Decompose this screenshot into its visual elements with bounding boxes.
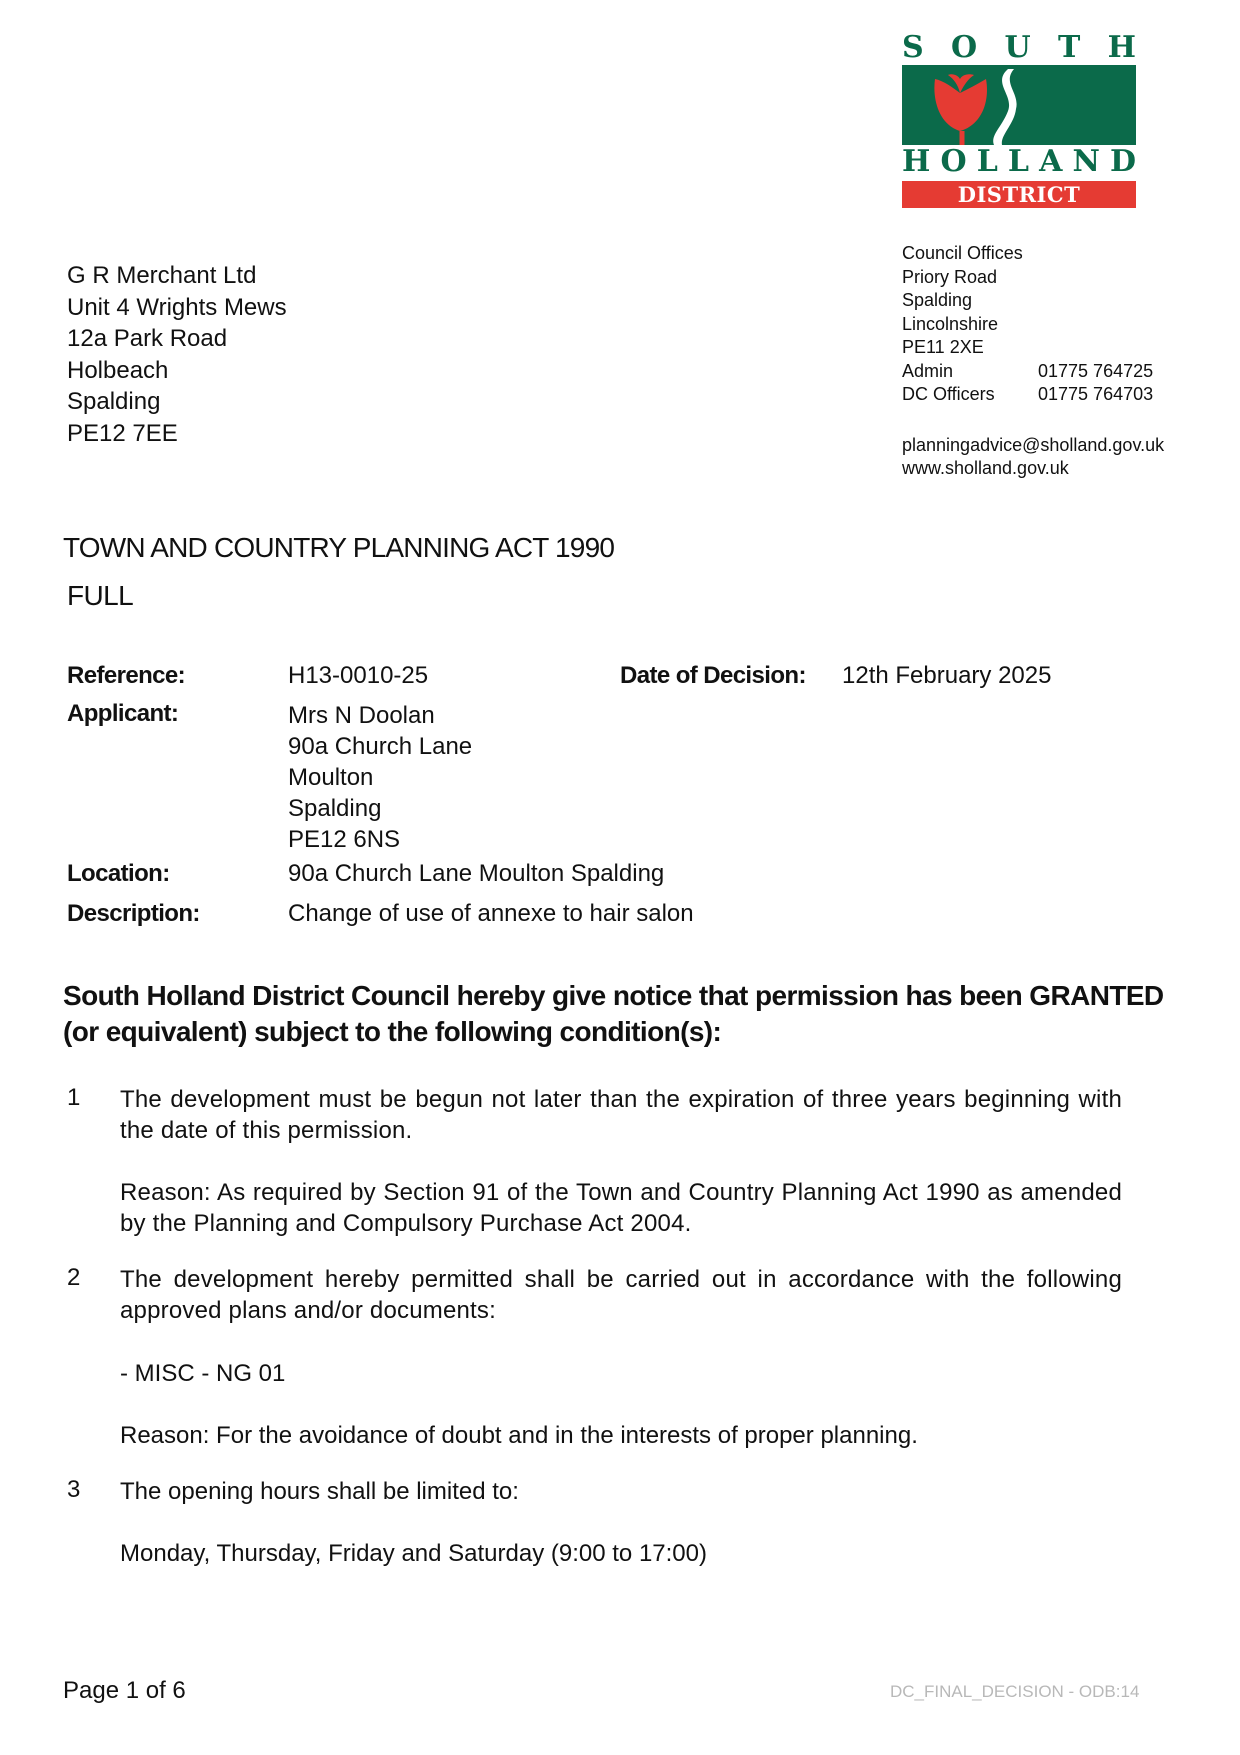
phone-label: DC Officers [902, 384, 995, 404]
application-type: FULL [67, 580, 134, 611]
council-address-line: Priory Road [902, 266, 998, 287]
spacer [902, 407, 1164, 434]
council-address-line: Spalding [902, 290, 973, 310]
logo-word-holland: H O L L A N D [902, 144, 1136, 179]
condition-text: The opening hours shall be limited to: [120, 1478, 519, 1505]
page-number: Page 1 of 6 [63, 1677, 186, 1704]
applicant-line: PE12 6NS [288, 826, 401, 853]
location-value: 90a Church Lane Moulton Spalding [288, 860, 665, 887]
date-label: Date of Decision: [620, 662, 806, 689]
condition-text: The development hereby permitted shall be carried out in accordance with the following approved plans and/or documents: [120, 1266, 1122, 1324]
logo-word-south: S O U T H [902, 30, 1136, 65]
phone-admin [902, 360, 1164, 384]
recipient-line: G R Merchant Ltd [67, 262, 257, 289]
applicant-line: Moulton [288, 764, 374, 791]
logo-district-council: DISTRICT COUNCIL [902, 181, 1136, 208]
description-label: Description: [67, 900, 200, 927]
date-value: 12th February 2025 [842, 662, 1052, 689]
recipient-line: PE12 7EE [67, 419, 178, 447]
condition-reason: Reason: For the avoidance of doubt and in the interests of proper planning. [120, 1422, 918, 1449]
location-label: Location: [67, 860, 170, 887]
council-website[interactable]: www.sholland.gov.uk [902, 458, 1069, 478]
phone-label: Admin [902, 360, 954, 381]
applicant-line: 90a Church Lane [288, 733, 473, 760]
recipient-line: Spalding [67, 388, 161, 415]
council-address-line: PE11 2XE [902, 337, 984, 357]
phone-number: 01775 764703 [1038, 384, 1154, 404]
reference-value: H13-0010-25 [288, 662, 429, 689]
condition-item: - MISC - NG 01 [120, 1360, 286, 1387]
condition-detail: Monday, Thursday, Friday and Saturday (9:00 to 17:00) [120, 1540, 707, 1567]
recipient-line: Holbeach [67, 356, 169, 384]
council-address-line: Council Offices [902, 243, 1023, 263]
condition-reason: Reason: As required by Section 91 of the Town and Country Planning Act 1990 as amended by the Planning and Compulsory Purchase Act 2004. [120, 1179, 1122, 1237]
council-logo [902, 30, 1138, 234]
applicant-address [288, 700, 472, 855]
condition-text: The development must be begun not later than the expiration of three years beginning with the date of this permission. [120, 1086, 1122, 1144]
condition-number: 1 [67, 1084, 81, 1111]
act-title: TOWN AND COUNTRY PLANNING ACT 1990 [63, 532, 615, 563]
recipient-line: Unit 4 Wrights Mews [67, 293, 287, 321]
tulip-emblem [902, 65, 1136, 145]
condition-number: 3 [67, 1476, 81, 1503]
condition-number: 2 [67, 1264, 81, 1291]
council-email[interactable]: planningadvice@sholland.gov.uk [902, 434, 1165, 455]
phone-dc-officers [902, 383, 1164, 407]
decision-notice: South Holland District Council hereby give notice that permission has been GRANTED (or equivalent) subject to the following condition(s): [63, 980, 1164, 1047]
applicant-line: Spalding [288, 795, 382, 822]
recipient-address [67, 260, 287, 449]
applicant-line: Mrs N Doolan [288, 702, 435, 729]
description-value: Change of use of annexe to hair salon [288, 900, 694, 927]
tulip-icon [902, 65, 1136, 145]
phone-number: 01775 764725 [1038, 360, 1154, 381]
council-address-line: Lincolnshire [902, 313, 999, 334]
applicant-label: Applicant: [67, 700, 179, 727]
recipient-line: 12a Park Road [67, 325, 228, 352]
reference-label: Reference: [67, 662, 186, 689]
council-contact [902, 242, 1164, 481]
document-code: DC_FINAL_DECISION - ODB:14 [890, 1682, 1140, 1701]
